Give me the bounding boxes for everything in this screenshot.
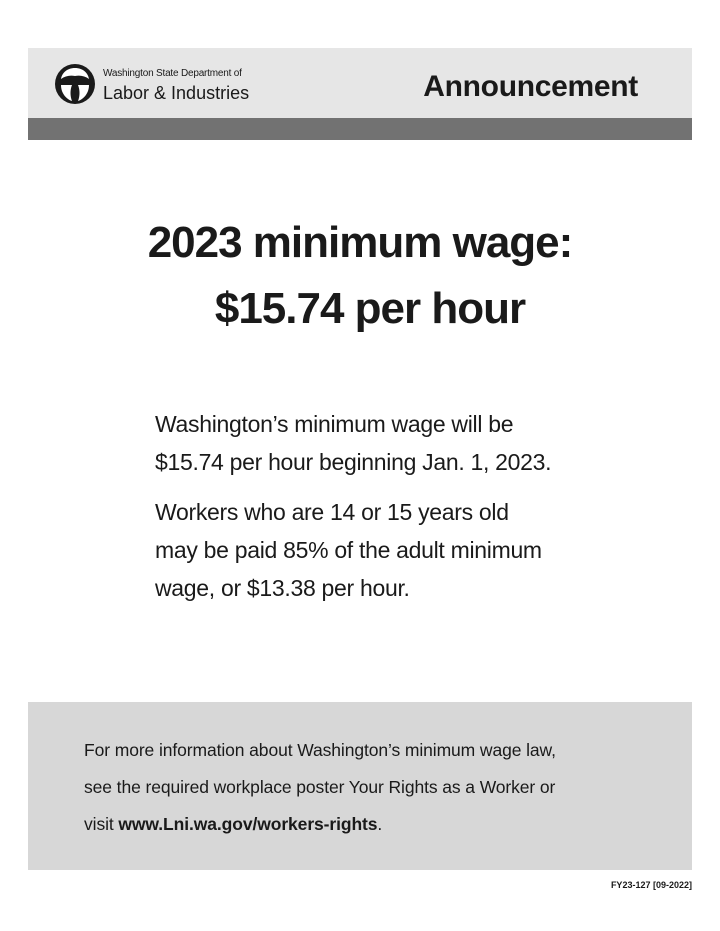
announcement-title: Announcement <box>423 70 638 103</box>
headline-line-1: 2023 minimum wage: <box>147 218 573 267</box>
info-box <box>28 702 692 870</box>
info-line-3-suffix: . <box>377 814 383 834</box>
form-code: FY23-127 [09-2022] <box>610 880 692 890</box>
info-text <box>84 732 674 843</box>
paragraph-1-line-2: $15.74 per hour beginning Jan. 1, 2023. <box>155 449 552 475</box>
headline <box>0 210 720 342</box>
header-divider-bar <box>28 118 692 140</box>
paragraph-2-line-2: may be paid 85% of the adult minimum <box>155 537 542 563</box>
paragraph-2-line-3: wage, or $13.38 per hour. <box>155 575 410 601</box>
info-line-2: see the required workplace poster Your Rights as a Worker or <box>84 777 556 797</box>
header <box>28 48 692 118</box>
body-text <box>155 405 625 619</box>
info-line-1: For more information about Washington’s minimum wage law, <box>84 740 556 760</box>
department-name-large: Labor & Industries <box>103 83 250 103</box>
workers-rights-link[interactable]: www.Lni.wa.gov/workers-rights <box>118 814 378 834</box>
li-logo-icon <box>54 63 96 105</box>
paragraph-2-line-1: Workers who are 14 or 15 years old <box>155 499 509 525</box>
paragraph-youth-wage <box>155 493 625 607</box>
paragraph-wage-effective <box>155 405 625 481</box>
department-name-small: Washington State Department of <box>103 68 242 79</box>
headline-line-2: $15.74 per hour <box>214 284 526 333</box>
paragraph-1-line-1: Washington’s minimum wage will be <box>155 411 514 437</box>
info-line-3-prefix: visit <box>84 814 119 834</box>
